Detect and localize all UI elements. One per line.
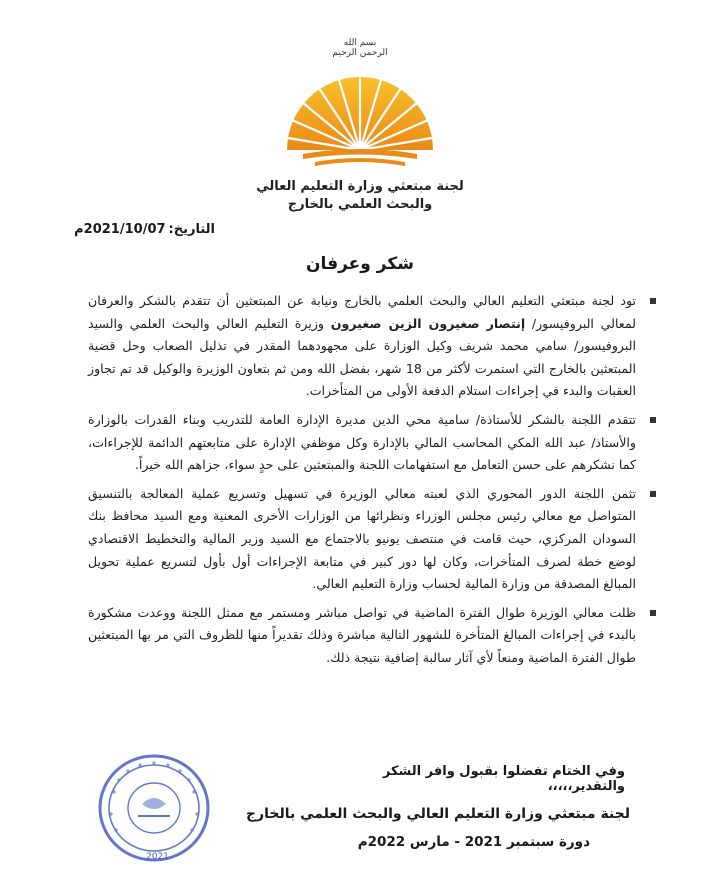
paragraph-1-text-end: وزيرة التعليم العالي والبحث العلمي والسيد البروفيسور/ سامي محمد شريف وكيل الوزارة على مجهودهما المقدر في تذليل الصعاب وحل قضية المبتعثين بالخارج التي استمرت لأكثر من 18 شهر، بفضل الله ومن ثم بتعاون الوزيرة والوكيل قد تم تجاوز العقبات والبدء في إجراءات استلام الدفعة الأولى من المتأخرات. (88, 315, 637, 399)
bullet-icon (650, 298, 656, 304)
org-name-line-1: لجنة مبتعثي وزارة التعليم العالي (256, 179, 464, 194)
paragraph-1-text-start: تود لجنة مبتعثي التعليم العالي والبحث العلمي بالخارج ونيابة عن المبتعثين أن تتقدم بالشكر والعرفان لمعالي البروفيسور/ (88, 293, 636, 331)
paragraph-4-text: ظلت معالي الوزيرة طوال الفترة الماضية في تواصل مباشر ومستمر مع ممثل اللجنة ووعدت مشكورة بالبدء في إجراءات المبالغ المتأخرة للشهور التالية مباشرة وذلك تقديراً منها للظروف التي مر بها المبتعثين طوال الفترة الماضية ومنعاً لأي آثار سالبة إضافية نتيجة ذلك. (88, 604, 636, 665)
signature-committee: لجنة مبتعثي وزارة التعليم العالي والبحث العلمي بالخارج (245, 806, 630, 822)
paragraph-1 (88, 290, 636, 403)
paragraph-3 (88, 483, 636, 596)
closing-line: وفي الختام تفضلوا بقبول وافر الشكر والتقدير،،،،، (382, 764, 625, 794)
signature-block (210, 800, 630, 856)
date-label: التاريخ: (168, 222, 215, 237)
organization-name (240, 178, 480, 214)
bullet-icon (650, 417, 656, 423)
minister-name: إنتصار صغيرون الزين صغيرون (330, 315, 526, 331)
rising-sun-logo (275, 58, 445, 168)
official-stamp-icon (94, 752, 214, 867)
paragraph-2 (88, 409, 636, 477)
bismillah-calligraphy: بسم الله الرحمن الرحيم (332, 38, 388, 58)
bullet-icon (650, 610, 656, 616)
signature-session: دورة سبتمبر 2021 - مارس 2022م (357, 834, 590, 850)
date-line (75, 222, 215, 237)
document-title: شكر وعرفان (306, 254, 414, 274)
bullet-icon (650, 491, 656, 497)
paragraph-3-text: تثمن اللجنة الدور المحوري الذي لعبته معالي الوزيرة في تسهيل وتسريع عملية المعالجة بالتنسيق المتواصل مع معالي رئيس مجلس الوزراء ونظرائها من الوزارات الأخرى المعنية ومع السيد محافظ بنك السودان المركزي، حيث قامت في منتصف يونيو بالاجتماع مع السيد وزير المالية والتخطيط الاقتصادي لوضع خطة لصرف المتأخرات، وكان لها دور كبير في متابعة الإجراءات أول بأول لتسريع عملية تحويل المبالغ المصدقة من وزارة المالية لحساب وزارة التعليم العالي. (88, 485, 636, 592)
date-value: 2021/10/07م (74, 222, 166, 237)
paragraph-4 (88, 602, 636, 670)
paragraph-2-text: تتقدم اللجنة بالشكر للأستاذة/ سامية محي الدين مديرة الإدارة العامة للتدريب وبناء القدرات بالوزارة والأستاذ/ عبد الله المكي المحاسب المالي بالإدارة وكل موظفي الإدارة على متابعتهم الدائمة للإجراءات، كما نشكرهم على حسن التعامل مع استفهامات اللجنة والمبتعثين على حدٍ سواء، جزاهم الله خيراً. (88, 411, 636, 473)
org-name-line-2: والبحث العلمي بالخارج (287, 197, 433, 212)
letter-body (88, 290, 636, 676)
stamp-year: 2021 (146, 852, 169, 862)
